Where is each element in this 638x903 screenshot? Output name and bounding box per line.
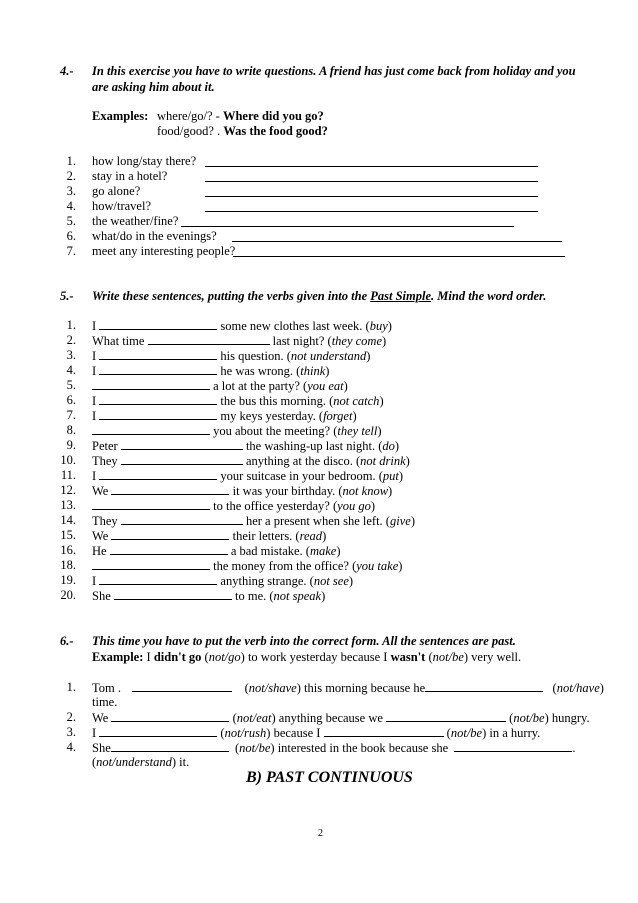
- ex5-item-text: your suitcase in your bedroom. (: [220, 469, 383, 483]
- ex5-item-end: ): [348, 574, 354, 588]
- ex4-item-number: 7.: [66, 244, 76, 258]
- ex5-item-number: 16.: [60, 543, 76, 557]
- ex5-item-end: ): [398, 469, 404, 483]
- ex5-item-number: 18.: [60, 558, 76, 572]
- ex4-item-number: 6.: [66, 229, 76, 243]
- ex5-item-text: you about the meeting? (: [213, 424, 338, 438]
- ex4-item-prompt: how long/stay there?: [92, 154, 197, 168]
- ex4-item-number: 4.: [66, 199, 76, 213]
- answer-line[interactable]: [205, 169, 538, 182]
- ex5-item-end: ): [398, 559, 403, 573]
- ex5-item-end: ): [379, 394, 384, 408]
- ex5-item-end: ): [343, 379, 348, 393]
- answer-line[interactable]: [181, 214, 514, 227]
- ex6-item-3: I (not/rush) because I (not/be) in a hurry.: [92, 726, 541, 740]
- answer-blank[interactable]: [92, 558, 210, 570]
- ex5-item-end: ): [382, 334, 387, 348]
- ex5-item-text: anything strange. (: [220, 574, 314, 588]
- ex5-item: [92, 363, 329, 379]
- answer-blank[interactable]: [324, 725, 444, 737]
- ex6-item-number: 3.: [66, 725, 76, 739]
- ex5-item-verb: do: [382, 439, 395, 453]
- ex6-item-4: She (not/be) interested in the book because she .: [92, 741, 576, 755]
- ex5-item-subject: Peter: [92, 439, 118, 453]
- ex5-item-end: ): [370, 499, 376, 513]
- answer-line[interactable]: [233, 244, 565, 257]
- ex5-item-number: 10.: [60, 453, 76, 467]
- ex5-item-text: the bus this morning. (: [220, 394, 334, 408]
- answer-blank[interactable]: [111, 710, 229, 722]
- ex5-item-subject: I: [92, 574, 97, 588]
- ex5-item-subject: I: [92, 409, 97, 423]
- ex6-item-1: Tom . (not/shave) this morning because he (not/have): [92, 681, 604, 695]
- ex5-item-number: 6.: [66, 393, 76, 407]
- ex4-item-prompt: meet any interesting people?: [92, 244, 236, 258]
- ex5-item-end: ): [394, 439, 400, 453]
- ex5-item: [92, 558, 402, 574]
- ex5-item-text: anything at the disco. (: [245, 454, 361, 468]
- answer-blank[interactable]: [92, 498, 210, 510]
- ex5-item-end: ): [405, 454, 410, 468]
- ex5-item-subject: I: [92, 394, 97, 408]
- answer-blank[interactable]: [99, 573, 217, 585]
- ex5-item-subject: We: [92, 484, 109, 498]
- ex5-item-number: 8.: [66, 423, 76, 437]
- answer-blank[interactable]: [111, 483, 229, 495]
- ex5-item-number: 12.: [60, 483, 76, 497]
- ex5-item-number: 7.: [66, 408, 76, 422]
- ex5-item: [92, 468, 403, 484]
- ex5-item-number: 1.: [66, 318, 76, 332]
- ex6-item-number: 4.: [66, 740, 76, 754]
- ex4-instruction-1: In this exercise you have to write questions. A friend has just come back from holiday and you: [92, 64, 576, 78]
- ex5-item: [92, 438, 399, 454]
- ex5-item-text: the washing-up last night. (: [245, 439, 383, 453]
- ex5-item-number: 2.: [66, 333, 76, 347]
- ex5-item-end: ): [388, 484, 393, 498]
- ex5-item-number: 14.: [60, 513, 76, 527]
- ex6-item-number: 2.: [66, 710, 76, 724]
- ex4-item-prompt: what/do in the evenings?: [92, 229, 217, 243]
- ex6-instruction: This time you have to put the verb into the correct form. All the sentences are past.: [92, 634, 516, 648]
- answer-blank[interactable]: [111, 528, 229, 540]
- ex5-item-verb: think: [300, 364, 326, 378]
- ex5-item-verb: you go: [337, 499, 371, 513]
- ex5-item-text: her a present when she left. (: [245, 514, 390, 528]
- ex5-item-subject: We: [92, 529, 109, 543]
- ex5-item-verb: not catch: [333, 394, 380, 408]
- answer-blank[interactable]: [99, 408, 217, 420]
- ex6-item-4-cont: (not/understand) it.: [92, 755, 190, 769]
- examples-label: Examples:: [92, 109, 149, 123]
- ex5-item-end: ): [366, 349, 371, 363]
- answer-blank[interactable]: [99, 725, 217, 737]
- example-1: where/go/? - Where did you go?: [157, 109, 324, 123]
- ex5-item-verb: you eat: [307, 379, 344, 393]
- ex5-item-end: ): [322, 529, 327, 543]
- ex5-item-subject: He: [92, 544, 107, 558]
- ex5-item: [92, 483, 392, 499]
- answer-blank[interactable]: [121, 453, 243, 465]
- ex5-item-number: 15.: [60, 528, 76, 542]
- ex5-item: [92, 333, 386, 349]
- ex6-item-number: 1.: [66, 680, 76, 694]
- ex5-item-verb: you take: [356, 559, 399, 573]
- ex5-item-text: last night? (: [272, 334, 332, 348]
- answer-blank[interactable]: [132, 680, 232, 692]
- ex5-item-verb: make: [309, 544, 337, 558]
- answer-blank[interactable]: [92, 423, 210, 435]
- ex5-item: [92, 528, 326, 544]
- ex5-item-subject: What time: [92, 334, 145, 348]
- answer-blank[interactable]: [454, 740, 572, 752]
- answer-line[interactable]: [205, 184, 538, 197]
- answer-blank[interactable]: [99, 363, 217, 375]
- ex5-item: [92, 408, 357, 424]
- ex5-item: [92, 543, 341, 559]
- ex5-item: [92, 498, 375, 514]
- ex4-item-prompt: how/travel?: [92, 199, 152, 213]
- answer-blank[interactable]: [425, 680, 543, 692]
- ex5-item-number: 13.: [60, 498, 76, 512]
- page-number: 2: [318, 828, 323, 839]
- ex4-item-prompt: the weather/fine?: [92, 214, 179, 228]
- ex4-item-number: 1.: [66, 154, 76, 168]
- ex5-item-text: their letters. (: [232, 529, 300, 543]
- ex5-item-verb: not speak: [273, 589, 322, 603]
- ex4-number: 4.-: [60, 64, 74, 78]
- ex6-number: 6.-: [60, 634, 74, 648]
- ex5-item-number: 4.: [66, 363, 76, 377]
- ex5-item-end: ): [410, 514, 415, 528]
- ex5-instruction: Write these sentences, putting the verbs given into the Past Simple. Mind the word order.: [92, 289, 547, 303]
- answer-blank[interactable]: [92, 378, 210, 390]
- ex5-item-verb: they come: [331, 334, 383, 348]
- example-2: food/good? . Was the food good?: [157, 124, 328, 138]
- ex5-item-end: ): [336, 544, 341, 558]
- ex5-item-subject: I: [92, 469, 97, 483]
- answer-blank[interactable]: [99, 348, 217, 360]
- ex5-item-verb: forget: [323, 409, 353, 423]
- ex5-item-verb: read: [299, 529, 323, 543]
- answer-blank[interactable]: [99, 468, 217, 480]
- ex5-item-subject: I: [92, 349, 97, 363]
- ex6-example: Example: I didn't go (not/go) to work yesterday because I wasn't (not/be) very well.: [92, 650, 522, 664]
- ex6-item-2: We (not/eat) anything because we (not/be) hungry.: [92, 711, 590, 725]
- ex4-item-prompt: go alone?: [92, 184, 141, 198]
- answer-line[interactable]: [205, 154, 538, 167]
- answer-blank[interactable]: [111, 740, 229, 752]
- ex5-item-verb: put: [382, 469, 399, 483]
- ex5-item-verb: give: [389, 514, 411, 528]
- ex5-item-end: ): [377, 424, 382, 438]
- ex5-item: [92, 573, 353, 589]
- ex5-number: 5.-: [60, 289, 74, 303]
- ex5-item-text: the money from the office? (: [213, 559, 357, 573]
- answer-blank[interactable]: [110, 543, 228, 555]
- ex5-item-number: 9.: [66, 438, 76, 452]
- answer-blank[interactable]: [99, 393, 217, 405]
- ex5-item-number: 19.: [60, 573, 76, 587]
- ex5-item-end: ): [321, 589, 326, 603]
- ex5-item-verb: not see: [313, 574, 349, 588]
- ex5-item-verb: not understand: [290, 349, 367, 363]
- ex5-item: [92, 423, 382, 439]
- ex5-item-number: 20.: [60, 588, 76, 602]
- ex5-item: [92, 318, 392, 334]
- answer-blank[interactable]: [99, 318, 217, 330]
- ex5-item-text: a bad mistake. (: [230, 544, 310, 558]
- section-b-heading: B) PAST CONTINUOUS: [246, 769, 413, 786]
- ex5-item-subject: She: [92, 589, 111, 603]
- ex5-item-subject: I: [92, 319, 97, 333]
- ex5-item-verb: they tell: [337, 424, 378, 438]
- answer-line[interactable]: [232, 229, 562, 242]
- ex5-item-verb: not know: [342, 484, 389, 498]
- ex5-item-number: 3.: [66, 348, 76, 362]
- ex5-item-text: a lot at the party? (: [213, 379, 308, 393]
- ex5-item-subject: They: [92, 514, 118, 528]
- ex5-item-text: it was your birthday. (: [232, 484, 343, 498]
- answer-blank[interactable]: [386, 710, 506, 722]
- ex5-item-text: his question. (: [220, 349, 291, 363]
- answer-blank[interactable]: [121, 513, 243, 525]
- ex4-item-number: 5.: [66, 214, 76, 228]
- ex5-item-number: 5.: [66, 378, 76, 392]
- ex5-item: [92, 348, 370, 364]
- ex5-item-text: he was wrong. (: [220, 364, 301, 378]
- ex5-item-end: ): [325, 364, 330, 378]
- ex6-item-1-cont: time.: [92, 695, 118, 709]
- ex4-item-prompt: stay in a hotel?: [92, 169, 168, 183]
- ex4-instruction-2: are asking him about it.: [92, 80, 215, 94]
- ex5-item: [92, 513, 415, 529]
- answer-line[interactable]: [205, 199, 538, 212]
- ex5-item-subject: They: [92, 454, 118, 468]
- ex4-item-number: 3.: [66, 184, 76, 198]
- answer-blank[interactable]: [114, 588, 232, 600]
- ex5-item-verb: not drink: [360, 454, 406, 468]
- ex4-item-number: 2.: [66, 169, 76, 183]
- ex5-item: [92, 393, 384, 409]
- ex5-item: [92, 378, 348, 394]
- ex5-item-verb: buy: [369, 319, 388, 333]
- ex5-item-end: ): [387, 319, 392, 333]
- ex5-item-text: my keys yesterday. (: [220, 409, 324, 423]
- ex5-item: [92, 588, 325, 604]
- ex5-item-end: ): [352, 409, 357, 423]
- ex5-item-number: 11.: [60, 468, 76, 482]
- answer-blank[interactable]: [148, 333, 270, 345]
- answer-blank[interactable]: [121, 438, 243, 450]
- ex5-item: [92, 453, 410, 469]
- ex5-item-subject: I: [92, 364, 97, 378]
- ex5-item-text: to the office yesterday? (: [213, 499, 338, 513]
- ex5-item-text: to me. (: [235, 589, 274, 603]
- ex5-item-text: some new clothes last week. (: [220, 319, 370, 333]
